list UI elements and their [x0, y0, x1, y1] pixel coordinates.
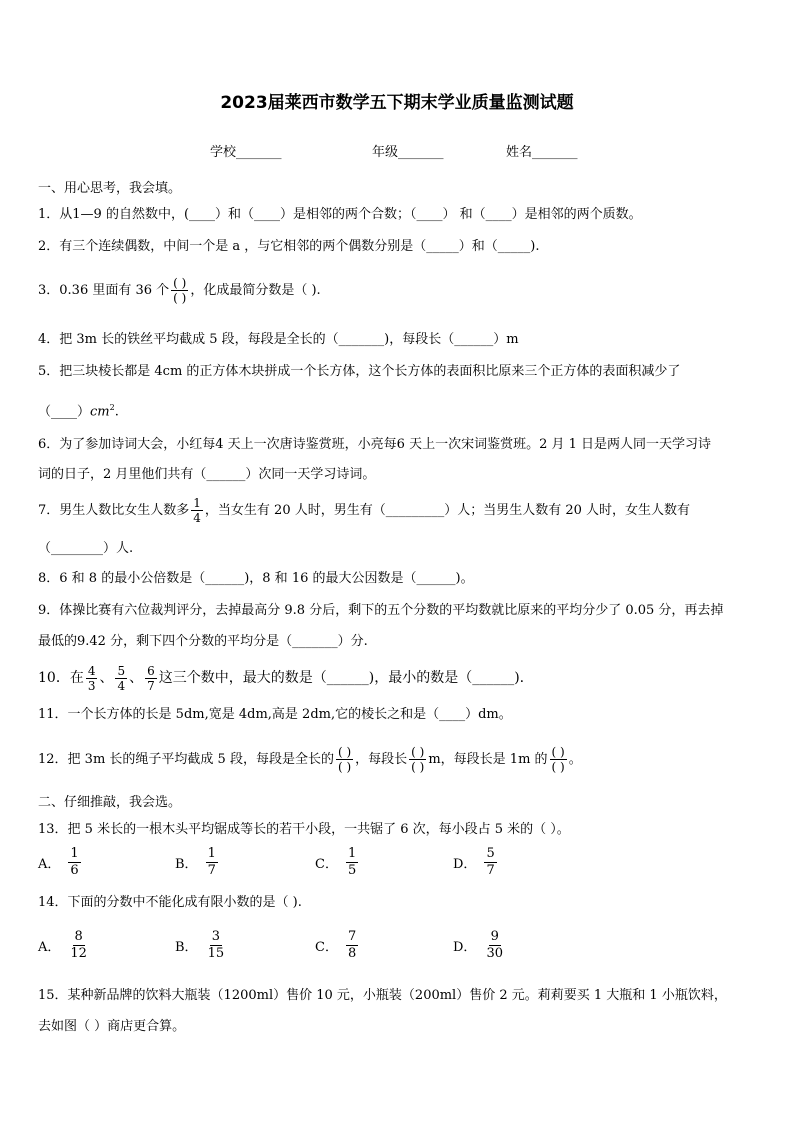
fraction-denominator: 8	[347, 946, 357, 961]
section-2-heading: 二、仔细推敲，我会选。	[38, 795, 182, 810]
question-14: 14．下面的分数中不能化成有限小数的是（ ).	[38, 895, 302, 910]
fraction-5-4	[115, 664, 127, 693]
question-1: 1．从1—9 的自然数中，(____）和（____）是相邻的两个合数；（____） 和（____）是相邻的两个质数。	[38, 207, 642, 222]
question-12-text-mid-2: m，每段长是 1m 的	[428, 752, 548, 767]
fraction-numerator: ( )	[337, 745, 352, 759]
fraction-6-7	[145, 664, 157, 693]
q13-option-a	[38, 846, 83, 879]
q14-option-c	[315, 929, 360, 962]
name-field: 姓名_______	[506, 145, 578, 160]
fraction-numerator: 9	[490, 929, 499, 944]
option-label: A．	[38, 940, 61, 955]
question-12	[38, 742, 582, 778]
period: .	[114, 404, 119, 420]
option-label: B．	[175, 940, 198, 955]
question-10-text-end: 这三个数中，最大的数是（______)，最小的数是（______).	[158, 670, 525, 686]
fraction-denominator: 30	[486, 946, 503, 961]
fraction-numerator: 3	[211, 929, 220, 944]
school-field: 学校_______	[210, 145, 282, 160]
question-12-fraction-2	[409, 745, 426, 774]
option-fraction	[346, 846, 358, 879]
question-5-line-1: 5．把三块棱长都是 4cm 的正方体木块拼成一个长方体，这个长方体的表面积比原来三个正方体的表面积减少了	[38, 364, 681, 379]
question-2: 2．有三个连续偶数，中间一个是 a ，与它相邻的两个偶数分别是（_____）和（_____).	[38, 239, 540, 254]
separator: 、	[99, 670, 114, 686]
question-3	[38, 274, 321, 308]
question-4: 4．把 3m 长的铁丝平均截成 5 段，每段是全长的（_______)，每段长（______）m	[38, 332, 519, 347]
fraction-numerator: 1	[70, 846, 79, 861]
fraction-4-3	[86, 664, 98, 693]
unit-exponent: 2	[109, 403, 115, 412]
option-fraction	[206, 846, 218, 879]
fraction-denominator: 4	[193, 511, 201, 525]
fraction-denominator: 7	[147, 678, 155, 693]
option-label: A．	[38, 857, 61, 872]
question-6-line-2: 词的日子，2 月里他们共有（______）次同一天学习诗词。	[38, 467, 376, 482]
fraction-numerator: 7	[347, 929, 357, 944]
fraction-denominator: 4	[117, 678, 126, 693]
option-label: C．	[315, 857, 338, 872]
question-15-line-1: 15．某种新品牌的饮料大瓶装（1200ml）售价 10 元，小瓶装（200ml）售价 2 元。莉莉要买 1 大瓶和 1 小瓶饮料，	[38, 988, 727, 1003]
question-7-line-1	[38, 494, 690, 528]
question-11: 11．一个长方体的长是 5dm,宽是 4dm,高是 2dm,它的棱长之和是（____）dm。	[38, 707, 512, 722]
fraction-numerator: 1	[347, 846, 357, 861]
fraction-denominator: 15	[207, 946, 225, 961]
page-title: 2023届莱西市数学五下期末学业质量监测试题	[220, 93, 574, 113]
fraction-denominator: 6	[70, 863, 79, 878]
option-fraction	[68, 929, 89, 962]
question-3-fraction	[171, 276, 188, 305]
fraction-numerator: ( )	[551, 745, 565, 759]
question-3-text: 3．0.36 里面有 36 个	[38, 283, 170, 298]
fraction-numerator: 6	[147, 663, 155, 678]
fraction-denominator: ( )	[337, 760, 352, 774]
question-12-text-mid: ，每段长	[355, 752, 408, 767]
section-1-heading: 一、用心思考，我会填。	[38, 181, 182, 196]
fraction-numerator: 5	[486, 846, 495, 861]
fraction-denominator: ( )	[411, 760, 425, 774]
fraction-denominator: 3	[87, 678, 96, 693]
unit-cm: cm	[90, 404, 110, 420]
question-5-line-2	[38, 400, 119, 420]
q13-option-b	[175, 846, 220, 879]
fraction-denominator: 12	[70, 946, 87, 961]
question-6-line-1: 6．为了参加诗词大会，小红每4 天上一次唐诗鉴赏班，小亮每6 天上一次宋词鉴赏班。2 月 1 日是两人同一天学习诗	[38, 437, 712, 452]
option-label: B．	[175, 857, 198, 872]
option-fraction	[484, 846, 496, 879]
question-12-fraction-3	[550, 745, 567, 774]
question-13: 13．把 5 米长的一根木头平均锯成等长的若干小段，一共锯了 6 次，每小段占 5 米的（ ）。	[38, 822, 570, 837]
question-7-fraction	[191, 496, 203, 525]
q13-option-c	[315, 846, 360, 879]
fraction-denominator: 5	[347, 863, 357, 878]
option-label: D．	[453, 940, 477, 955]
option-fraction	[68, 846, 80, 879]
question-9-line-2: 最低的9.42 分，剩下四个分数的平均分是（_______）分.	[38, 634, 368, 649]
fraction-numerator: 1	[207, 846, 216, 861]
fraction-numerator: ( )	[411, 745, 425, 759]
question-10	[38, 662, 524, 694]
question-10-text: 10．在	[38, 670, 84, 686]
question-7-text-end: ，当女生有 20 人时，男生有（_________）人；当男生人数有 20 人时，女生人数有	[204, 503, 691, 518]
fraction-denominator: ( )	[173, 291, 187, 305]
question-12-text: 12．把 3m 长的绳子平均截成 5 段，每段是全长的	[38, 752, 334, 767]
option-fraction	[346, 929, 358, 962]
q14-option-b	[175, 929, 228, 962]
q14-option-d	[453, 929, 507, 962]
separator: 、	[129, 670, 144, 686]
question-15-line-2: 去如图（ ）商店更合算。	[38, 1019, 186, 1034]
fraction-numerator: 5	[117, 663, 126, 678]
question-8: 8．6 和 8 的最小公倍数是（______)，8 和 16 的最大公因数是（______)。	[38, 571, 474, 586]
fraction-denominator: ( )	[551, 760, 565, 774]
option-fraction	[484, 929, 505, 962]
q14-option-a	[38, 929, 91, 962]
question-7-line-2: （________）人.	[38, 541, 134, 556]
fraction-numerator: 8	[74, 929, 83, 944]
fraction-numerator: 1	[193, 496, 201, 510]
q13-option-d	[453, 846, 499, 879]
question-12-end: 。	[568, 752, 582, 767]
option-label: D．	[453, 857, 477, 872]
fraction-numerator: ( )	[173, 276, 187, 290]
fraction-denominator: 7	[486, 863, 495, 878]
question-3-text-end: ，化成最简分数是（ ).	[190, 283, 321, 298]
option-fraction	[206, 929, 227, 962]
question-9-line-1: 9．体操比赛有六位裁判评分，去掉最高分 9.8 分后，剩下的五个分数的平均数就比原来的平均分少了 0.05 分，再去掉	[38, 603, 724, 618]
fraction-denominator: 7	[207, 863, 216, 878]
question-12-fraction-1	[336, 745, 353, 774]
grade-field: 年级_______	[372, 145, 444, 160]
option-label: C．	[315, 940, 338, 955]
question-7-text: 7．男生人数比女生人数多	[38, 503, 190, 518]
answer-blank: （____）	[38, 404, 91, 420]
fraction-numerator: 4	[87, 663, 96, 678]
